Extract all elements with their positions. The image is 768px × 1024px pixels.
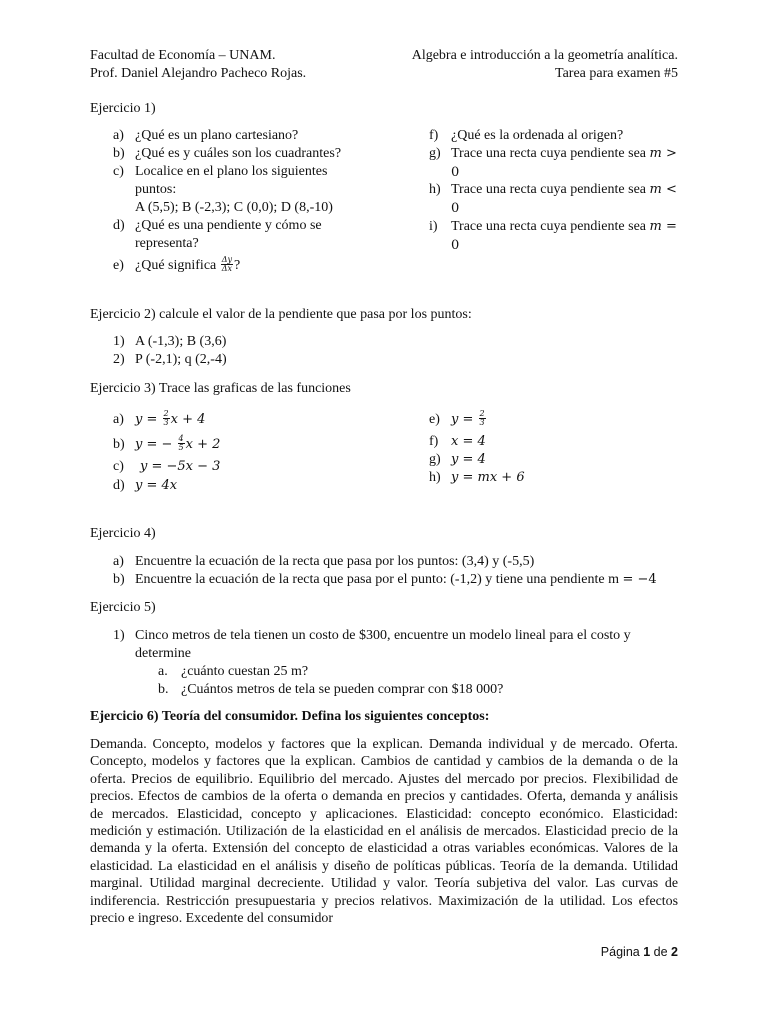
ej3-h-label: h) [429, 470, 441, 485]
footer-pagina: Página [600, 945, 640, 959]
ej1-title: Ejercicio 1) [90, 101, 156, 116]
ej1-c-line2: puntos: [135, 182, 177, 197]
ej5-b-label: b. [158, 682, 169, 697]
ej1-g-words: Trace una recta cuya pendiente sea [451, 146, 646, 161]
ej4-b-label: b) [113, 572, 125, 587]
ej1-d-line1: ¿Qué es una pendiente y cómo se [135, 218, 322, 233]
ej5-b-text: ¿Cuántos metros de tela se pueden comprar con $18 000? [181, 682, 504, 697]
ej3-d-label: d) [113, 478, 125, 493]
ej3-a-fraction [163, 410, 170, 427]
frac-den: 3 [479, 418, 485, 427]
ej4-b-text [135, 571, 657, 589]
ej1-f-label: f) [429, 128, 439, 143]
ej3-e-eq [451, 411, 487, 429]
ej3-g-eq: y = 4 [451, 452, 486, 467]
ej4-b-math: = −4 [622, 572, 657, 587]
ej1-h-math: m < [649, 182, 677, 197]
frac-num: Δy [221, 255, 233, 265]
ej3-c-eq: y = −5x − 3 [140, 459, 221, 474]
ej1-b-text: ¿Qué es y cuáles son los cuadrantes? [135, 146, 342, 161]
ej1-e-pre: ¿Qué significa [135, 258, 217, 273]
delta-fraction [221, 256, 233, 273]
ej3-b-post: x + 2 [185, 437, 221, 452]
ej1-i-label: i) [429, 219, 438, 234]
ej1-i-text [451, 218, 677, 236]
ej2-title: Ejercicio 2) calcule el valor de la pendiente que pasa por los puntos: [90, 307, 472, 322]
ej1-d-label: d) [113, 218, 125, 233]
ej3-a-label: a) [113, 412, 124, 427]
ej1-h-text [451, 181, 677, 199]
footer-total: 2 [671, 945, 678, 959]
header-course: Algebra e introducción a la geometría analítica. [411, 48, 678, 63]
ej3-g-label: g) [429, 452, 441, 467]
ej1-e-label: e) [113, 258, 124, 273]
ej3-b-label: b) [113, 437, 125, 452]
ej1-h-words: Trace una recta cuya pendiente sea [451, 182, 646, 197]
ej4-b-words: Encuentre la ecuación de la recta que pasa por el punto: (-1,2) y tiene una pendiente m [135, 572, 619, 587]
ej1-b-label: b) [113, 146, 125, 161]
ej2-item1-label: 1) [113, 334, 125, 349]
ej3-b-fraction [178, 435, 185, 452]
header-assignment: Tarea para examen #5 [555, 66, 678, 81]
ej3-d-eq: y = 4x [135, 478, 178, 493]
ej1-a-label: a) [113, 128, 124, 143]
ej1-f-text: ¿Qué es la ordenada al origen? [451, 128, 624, 143]
ej3-e-label: e) [429, 412, 440, 427]
ej5-title: Ejercicio 5) [90, 600, 156, 615]
ej3-b-pre: y = − [135, 437, 173, 452]
ej3-h-eq: y = mx + 6 [451, 470, 525, 485]
footer-de: de [653, 945, 668, 959]
ej3-a-eq [135, 411, 205, 429]
ej1-i-math: m = [649, 219, 677, 234]
ej4-a-text: Encuentre la ecuación de la recta que pasa por los puntos: (3,4) y (-5,5) [135, 554, 535, 569]
ej4-a-label: a) [113, 554, 124, 569]
ej5-item1-label: 1) [113, 628, 125, 643]
ej1-c-line1: Localice en el plano los siguientes [135, 164, 328, 179]
ej4-title: Ejercicio 4) [90, 526, 156, 541]
frac-num: 2 [163, 409, 169, 418]
ej3-f-label: f) [429, 434, 439, 449]
ej3-b-eq [135, 436, 220, 454]
ej3-f-eq: x = 4 [451, 434, 486, 449]
ej1-e-post: ? [234, 258, 241, 273]
ej1-h-label: h) [429, 182, 441, 197]
ej3-a-pre: y = [135, 412, 158, 427]
frac-num: 2 [479, 409, 485, 418]
frac-den: Δx [221, 264, 233, 274]
ej1-g-text [451, 145, 677, 163]
ej1-d-line2: representa? [135, 236, 199, 251]
header-professor: Prof. Daniel Alejandro Pacheco Rojas. [90, 66, 307, 81]
ej5-item1-line2: determine [135, 646, 191, 661]
ej1-g-math: m > [649, 146, 677, 161]
ej6-paragraph: Demanda. Concepto, modelos y factores que la explican. Demanda individual y de mercado. Oferta. Concepto, modelos y factores que la explican. Cambios de cantidad y cambios de la demanda o de la oferta. Precios de equilibrio. Equilibrio del mercado. Ajustes del mercado por precios. Flexibilidad de precios. Efectos de cambios de la oferta o demanda en precios y cantidades. Oferta, demanda y análisis de mercados. Elasticidad, concepto y aplicaciones. Elasticidad: concepto económico. Elasticidad: medición y estimación. Utilización de la elasticidad en el análisis de mercados. Elasticidad precio de la demanda y la oferta. Extensión del concepto de elasticidad a otras variables económicas. Valores de la elasticidad. La elasticidad en el análisis y diseño de políticas públicas. Teoría de la demanda. Utilidad marginal. Utilidad marginal decreciente. Utilidad y valor. Teoría subjetiva del valor. Las curvas de indiferencia. Restricción presupuestaria y precios relativos. Maximización de la utilidad. Los efectos precio e ingreso. Excedente del consumidor [90, 737, 678, 927]
ej5-a-text: ¿cuánto cuestan 25 m? [181, 664, 309, 679]
ej3-a-post: x + 4 [170, 412, 206, 427]
header-faculty: Facultad de Economía – UNAM. [90, 48, 276, 63]
ej1-e-question [135, 257, 240, 275]
ej3-title: Ejercicio 3) Trace las graficas de las funciones [90, 381, 351, 396]
ej6-title: Ejercicio 6) Teoría del consumidor. Defina los siguientes conceptos: [90, 709, 490, 724]
ej2-item1-text: A (-1,3); B (3,6) [135, 334, 227, 349]
ej1-i-words: Trace una recta cuya pendiente sea [451, 219, 646, 234]
ej5-item1-line1: Cinco metros de tela tienen un costo de $300, encuentre un modelo lineal para el costo y [135, 628, 631, 643]
ej1-a-text: ¿Qué es un plano cartesiano? [135, 128, 299, 143]
ej1-g-cont: 0 [451, 165, 460, 180]
page-number [601, 943, 678, 961]
ej1-c-points: A (5,5); B (-2,3); C (0,0); D (8,-10) [135, 200, 333, 215]
ej3-e-fraction [479, 410, 486, 427]
ej5-a-label: a. [158, 664, 168, 679]
footer-current: 1 [643, 945, 651, 959]
ej1-c-label: c) [113, 164, 124, 179]
ej1-i-cont: 0 [451, 238, 460, 253]
ej2-item2-label: 2) [113, 352, 125, 367]
ej2-item2-text: P (-2,1); q (2,-4) [135, 352, 227, 367]
ej1-h-cont: 0 [451, 201, 460, 216]
ej1-g-label: g) [429, 146, 441, 161]
ej3-c-label: c) [113, 459, 124, 474]
frac-num: 4 [178, 434, 184, 443]
ej3-e-pre: y = [451, 412, 474, 427]
frac-den: 3 [163, 418, 169, 427]
frac-den: 5 [178, 443, 184, 452]
